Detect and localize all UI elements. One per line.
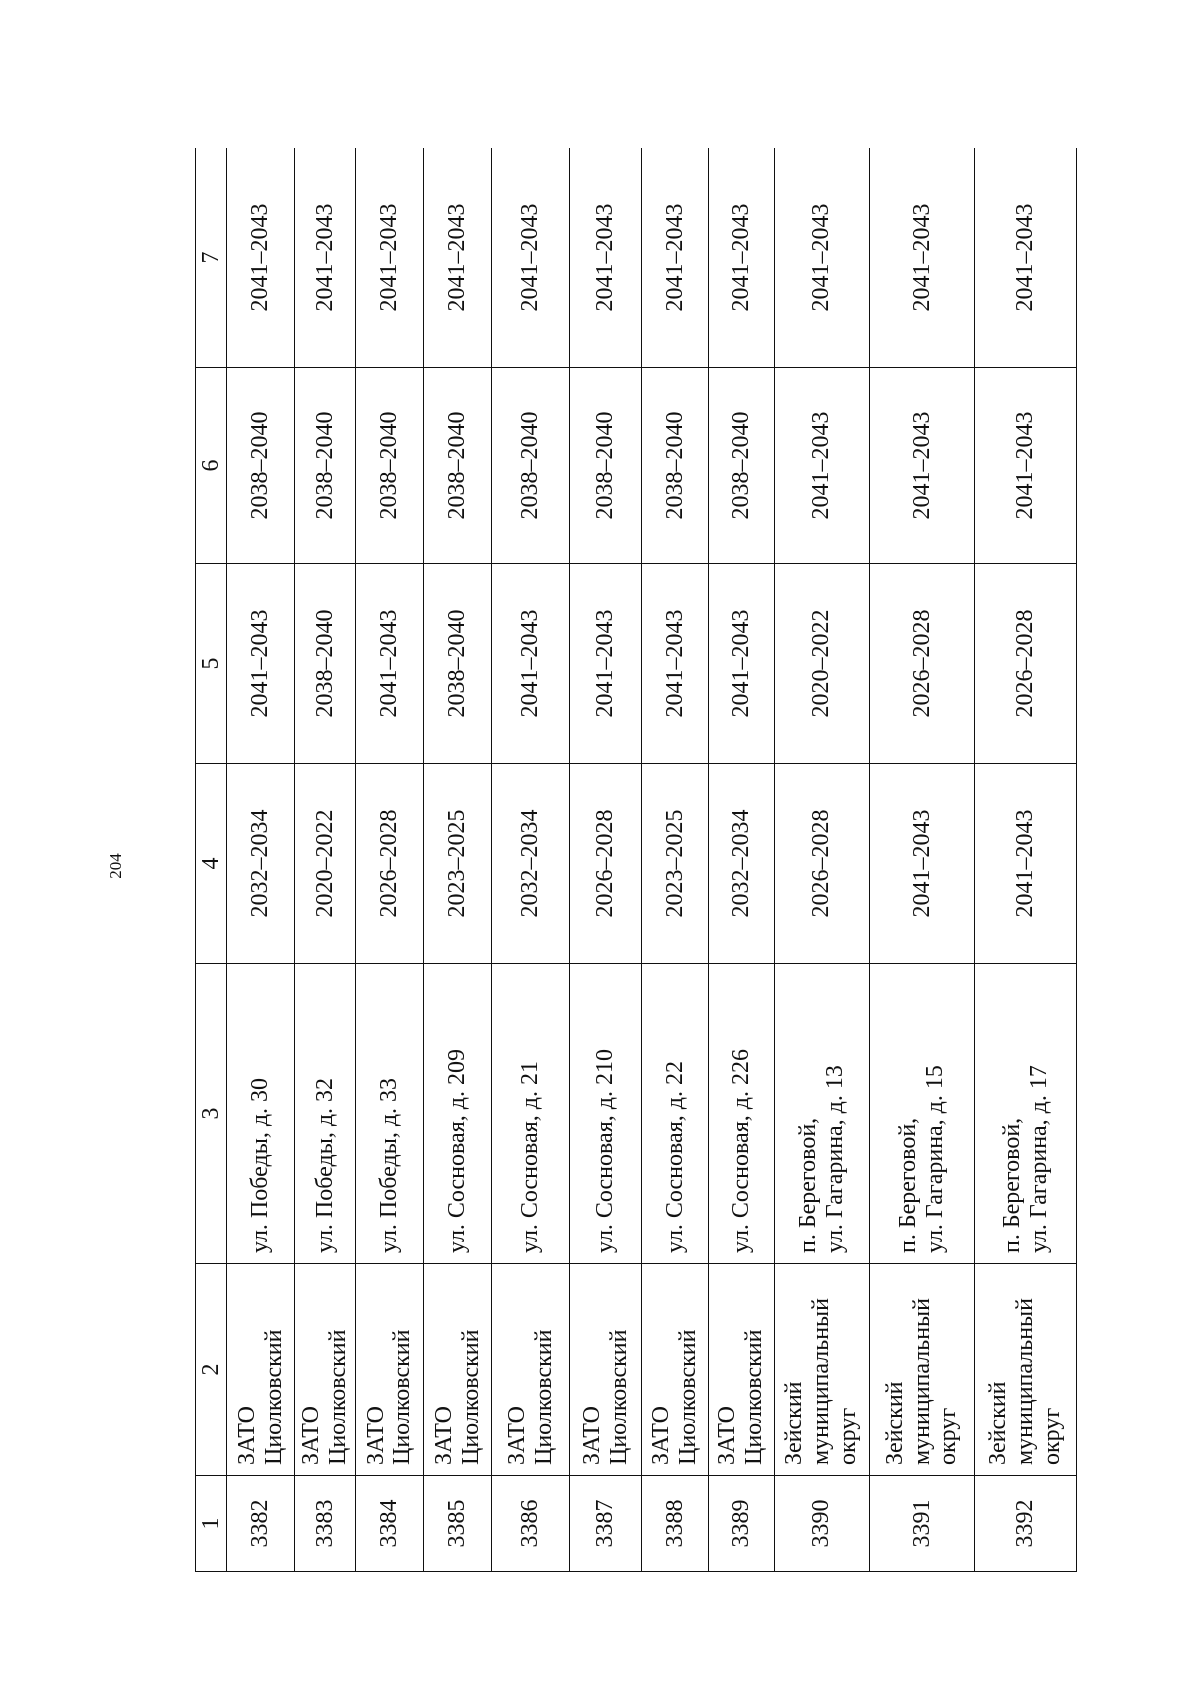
period-col5: 2038–2040 [444,609,471,718]
period-col7: 2041–2043 [375,203,402,312]
address-line: ул. Победы, д. 30 [247,1077,274,1253]
row-number-cell [975,1476,1077,1572]
period-cell-col7 [708,148,774,368]
period-cell-col4 [492,764,569,964]
row-number: 3388 [661,1499,688,1548]
period-col4: 2041–2043 [908,809,935,918]
period-col4: 2020–2022 [311,809,338,918]
period-cell-col7 [492,148,569,368]
period-cell-col4 [355,764,423,964]
period-col5: 2026–2028 [908,609,935,718]
address-line: ул. Гагарина, д. 13 [821,1065,848,1253]
table-row [708,148,774,1572]
address-line: ул. Сосновая, д. 21 [517,1061,544,1253]
table-row [424,148,492,1572]
period-col5: 2038–2040 [311,609,338,718]
address-line: п. Береговой, [794,1117,821,1253]
period-col5: 2020–2022 [808,609,835,718]
row-number-cell [569,1476,642,1572]
period-cell-col7 [774,148,869,368]
column-number-row [196,148,227,1572]
municipality-line: Циолковский [605,1329,632,1465]
municipality-line: Зейский [985,1381,1012,1465]
period-col5: 2041–2043 [375,609,402,718]
housing-schedule-table [195,148,1077,1572]
address-cell [424,964,492,1264]
row-number: 3387 [592,1499,619,1548]
page-number: 204 [106,853,125,879]
row-number: 3384 [375,1499,402,1548]
row-number-cell [355,1476,423,1572]
address-cell [227,964,295,1264]
period-col5: 2041–2043 [727,609,754,718]
municipality-cell [975,1264,1077,1476]
municipality-line: ЗАТО [648,1406,675,1465]
period-cell-col6 [355,368,423,564]
table-row [295,148,355,1572]
period-col6: 2038–2040 [517,411,544,520]
period-cell-col5 [492,564,569,764]
municipality-line: Циолковский [457,1329,484,1465]
period-cell-col5 [295,564,355,764]
period-cell-col6 [869,368,975,564]
municipality-line: ЗАТО [298,1406,325,1465]
row-number-cell [424,1476,492,1572]
municipality-line: ЗАТО [362,1406,389,1465]
period-cell-col4 [295,764,355,964]
period-col6: 2041–2043 [908,411,935,520]
municipality-line: муниципальный [908,1297,935,1465]
period-col6: 2038–2040 [592,411,619,520]
period-col7: 2041–2043 [908,203,935,312]
period-col5: 2041–2043 [517,609,544,718]
row-number: 3389 [727,1499,754,1548]
period-cell-col4 [227,764,295,964]
period-col6: 2041–2043 [808,411,835,520]
column-header: 2 [196,1264,227,1476]
period-col7: 2041–2043 [1012,203,1039,312]
period-cell-col7 [642,148,708,368]
municipality-cell [708,1264,774,1476]
row-number-cell [492,1476,569,1572]
row-number: 3386 [517,1499,544,1548]
row-number: 3383 [311,1499,338,1548]
period-cell-col6 [642,368,708,564]
period-cell-col7 [424,148,492,368]
period-cell-col6 [708,368,774,564]
period-cell-col7 [355,148,423,368]
period-col4: 2032–2034 [517,809,544,918]
period-cell-col5 [774,564,869,764]
period-col7: 2041–2043 [808,203,835,312]
period-cell-col5 [569,564,642,764]
table-row [355,148,423,1572]
period-col7: 2041–2043 [727,203,754,312]
address-cell [295,964,355,1264]
address-cell [569,964,642,1264]
period-col4: 2023–2025 [444,809,471,918]
municipality-line: ЗАТО [233,1406,260,1465]
period-col4: 2023–2025 [661,809,688,918]
period-cell-col7 [869,148,975,368]
period-cell-col5 [975,564,1077,764]
column-header: 5 [196,564,227,764]
address-cell [975,964,1077,1264]
municipality-cell [869,1264,975,1476]
period-cell-col6 [492,368,569,564]
municipality-line: муниципальный [808,1297,835,1465]
period-cell-col7 [295,148,355,368]
period-col4: 2032–2034 [727,809,754,918]
address-line: ул. Сосновая, д. 209 [444,1049,471,1253]
period-col4: 2026–2028 [375,809,402,918]
column-header: 6 [196,368,227,564]
municipality-line: ЗАТО [578,1406,605,1465]
municipality-line: Циолковский [675,1329,701,1465]
period-cell-col6 [975,368,1077,564]
row-number: 3385 [444,1499,471,1548]
period-cell-col7 [569,148,642,368]
address-line: п. Береговой, [998,1117,1025,1253]
table-body [227,148,1077,1572]
period-cell-col7 [975,148,1077,368]
period-col4: 2041–2043 [1012,809,1039,918]
period-col5: 2041–2043 [247,609,274,718]
municipality-cell [642,1264,708,1476]
period-cell-col6 [774,368,869,564]
row-number: 3392 [1012,1499,1039,1548]
address-line: ул. Гагарина, д. 17 [1025,1065,1052,1253]
municipality-cell [227,1264,295,1476]
column-header: 1 [196,1476,227,1572]
period-cell-col5 [355,564,423,764]
municipality-line: Циолковский [389,1329,416,1465]
municipality-cell [295,1264,355,1476]
row-number-cell [774,1476,869,1572]
municipality-line: Зейский [881,1381,908,1465]
municipality-line: Циолковский [530,1329,557,1465]
municipality-line: Циолковский [260,1329,287,1465]
period-col7: 2041–2043 [444,203,471,312]
period-col4: 2032–2034 [247,809,274,918]
period-col6: 2038–2040 [661,411,688,520]
period-col6: 2038–2040 [247,411,274,520]
address-cell [774,964,869,1264]
municipality-line: Циолковский [741,1329,768,1465]
column-header: 3 [196,964,227,1264]
period-cell-col4 [642,764,708,964]
municipality-cell [424,1264,492,1476]
period-cell-col6 [569,368,642,564]
period-cell-col4 [975,764,1077,964]
municipality-cell [355,1264,423,1476]
table-row [227,148,295,1572]
municipality-line: муниципальный [1012,1297,1039,1465]
row-number-cell [708,1476,774,1572]
municipality-line: ЗАТО [503,1406,530,1465]
period-cell-col4 [708,764,774,964]
period-cell-col6 [295,368,355,564]
municipality-line: ЗАТО [430,1406,457,1465]
period-cell-col5 [642,564,708,764]
municipality-line: округ [835,1407,862,1465]
table-row [975,148,1077,1572]
period-col6: 2038–2040 [311,411,338,520]
address-line: п. Береговой, [895,1117,922,1253]
row-number: 3391 [908,1499,935,1548]
period-cell-col4 [424,764,492,964]
table-row [492,148,569,1572]
table-row [774,148,869,1572]
row-number-cell [869,1476,975,1572]
municipality-cell [569,1264,642,1476]
row-number: 3390 [808,1499,835,1548]
period-col5: 2026–2028 [1012,609,1039,718]
address-line: ул. Сосновая, д. 226 [727,1049,754,1253]
period-col4: 2026–2028 [808,809,835,918]
period-cell-col6 [227,368,295,564]
table-row [569,148,642,1572]
column-header: 4 [196,764,227,964]
municipality-cell [492,1264,569,1476]
period-cell-col5 [869,564,975,764]
address-cell [708,964,774,1264]
table-row [642,148,708,1572]
period-col7: 2041–2043 [661,203,688,312]
period-col6: 2038–2040 [727,411,754,520]
period-col5: 2041–2043 [661,609,688,718]
period-col5: 2041–2043 [592,609,619,718]
address-cell [355,964,423,1264]
address-line: ул. Победы, д. 32 [311,1077,338,1253]
address-line: ул. Сосновая, д. 210 [592,1049,619,1253]
period-col7: 2041–2043 [311,203,338,312]
period-cell-col6 [424,368,492,564]
address-cell [492,964,569,1264]
period-col6: 2038–2040 [375,411,402,520]
period-col6: 2041–2043 [1012,411,1039,520]
row-number-cell [642,1476,708,1572]
address-line: ул. Сосновая, д. 22 [661,1061,688,1253]
table-row [869,148,975,1572]
period-col6: 2038–2040 [444,411,471,520]
document-table-area [195,148,1077,1572]
municipality-line: ЗАТО [714,1406,741,1465]
row-number-cell [227,1476,295,1572]
period-cell-col7 [227,148,295,368]
municipality-line: Зейский [781,1381,808,1465]
address-cell [642,964,708,1264]
municipality-line: округ [1039,1407,1066,1465]
period-col4: 2026–2028 [592,809,619,918]
row-number-cell [295,1476,355,1572]
municipality-line: Циолковский [325,1329,352,1465]
period-cell-col5 [424,564,492,764]
address-cell [869,964,975,1264]
municipality-line: округ [935,1407,962,1465]
column-header: 7 [196,148,227,368]
municipality-cell [774,1264,869,1476]
period-col7: 2041–2043 [517,203,544,312]
address-line: ул. Гагарина, д. 15 [921,1065,948,1253]
rotated-table-container [195,148,1077,1572]
period-cell-col4 [774,764,869,964]
period-cell-col4 [869,764,975,964]
period-col7: 2041–2043 [592,203,619,312]
period-cell-col5 [227,564,295,764]
period-col7: 2041–2043 [247,203,274,312]
period-cell-col4 [569,764,642,964]
address-line: ул. Победы, д. 33 [375,1077,402,1253]
row-number: 3382 [247,1499,274,1548]
period-cell-col5 [708,564,774,764]
